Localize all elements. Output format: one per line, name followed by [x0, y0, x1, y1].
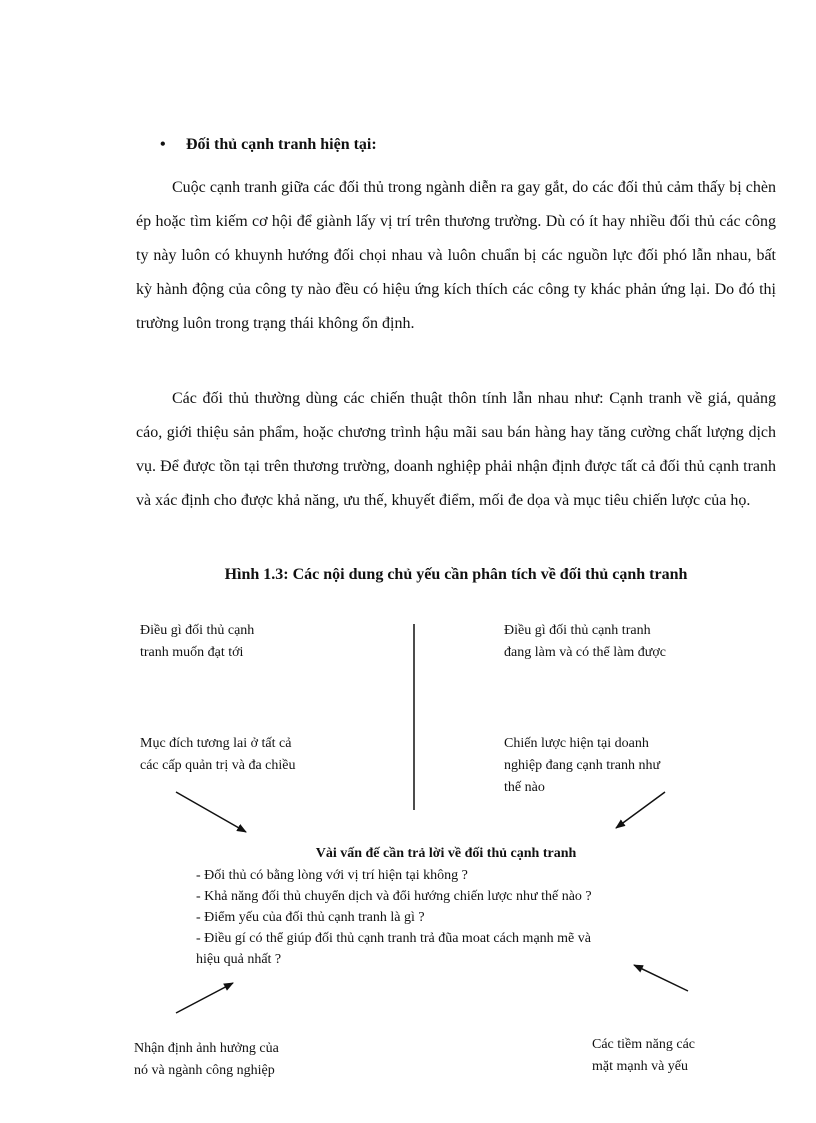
paragraph-1-text: Cuộc cạnh tranh giữa các đối thủ trong ngành diễn ra gay gắt, do các đối thủ cảm thấy bị chèn ép hoặc tìm kiếm cơ hội để giành lấy vị trí trên thương trường. Dù có ít hay nhiều đối thủ các công ty này luôn có khuynh hướng đối chọi nhau và luôn chuẩn bị các nguồn lực đối phó lẫn nhau, bất kỳ hành động của công ty nào đều có hiệu ứng kích thích các công ty khác phản ứng lại. Do đó thị trường luôn trong trạng thái không ổn định.	[136, 179, 776, 332]
box-line: Chiến lược hiện tại doanh	[504, 736, 649, 751]
box-line: các cấp quản trị và đa chiều	[140, 758, 296, 773]
figure-title: Hình 1.3: Các nội dung chủ yếu cần phân tích về đối thủ cạnh tranh	[224, 566, 688, 583]
section-heading-text: Đối thủ cạnh tranh hiện tại:	[186, 136, 377, 153]
question-item: - Đối thủ có bằng lòng với vị trí hiện tại không ?	[196, 868, 468, 883]
box-line: Nhận định ảnh hưởng của	[134, 1041, 279, 1056]
box-line: Các tiềm năng các	[592, 1037, 696, 1052]
box-industry-impact	[134, 1038, 354, 1082]
arrow-bottom-left	[176, 983, 233, 1013]
box-line: nó và ngành công nghiệp	[134, 1063, 275, 1078]
bullet-icon: •	[160, 136, 166, 153]
box-line: Điều gì đối thủ cạnh	[140, 623, 255, 638]
box-line: Mục đích tương lai ở tất cả	[140, 736, 292, 751]
box-line: nghiệp đang cạnh tranh như	[504, 758, 661, 773]
box-current-strategy	[504, 733, 714, 799]
box-line: mặt mạnh và yếu	[592, 1059, 689, 1074]
box-what-competitor-wants	[140, 620, 340, 664]
box-line: đang làm và có thể làm được	[504, 645, 666, 660]
box-line: thế nào	[504, 780, 545, 795]
central-questions-box	[196, 843, 696, 970]
question-item: - Khả năng đối thủ chuyển dịch và đổi hướng chiến lược như thế nào ?	[196, 889, 592, 904]
paragraph-2-text: Các đối thủ thường dùng các chiến thuật thôn tính lẫn nhau như: Cạnh tranh về giá, quảng cáo, giới thiệu sản phẩm, hoặc chương trình hậu mãi sau bán hàng hay tăng cường chất lượng dịch vụ. Để được tồn tại trên thương trường, doanh nghiệp phải nhận định được tất cả đối thủ cạnh tranh và xác định cho được khả năng, ưu thế, khuyết điểm, mối đe dọa và mục tiêu chiến lược của họ.	[136, 390, 776, 509]
question-item: - Điều gí có thể giúp đối thủ cạnh tranh trả đũa moat cách mạnh mẽ và	[196, 931, 591, 946]
box-what-competitor-does	[504, 620, 734, 664]
arrow-top-left	[176, 792, 246, 832]
question-item: - Điểm yếu của đối thủ cạnh tranh là gì ?	[196, 910, 425, 925]
question-item: hiệu quả nhất ?	[196, 952, 282, 967]
box-future-goals	[140, 733, 370, 777]
box-line: tranh muốn đạt tới	[140, 645, 244, 660]
box-line: Điều gì đối thủ cạnh tranh	[504, 623, 651, 638]
central-questions-title: Vài vấn đế cần trả lời về đối thủ cạnh tranh	[315, 846, 577, 861]
box-strengths-weaknesses	[592, 1034, 752, 1078]
